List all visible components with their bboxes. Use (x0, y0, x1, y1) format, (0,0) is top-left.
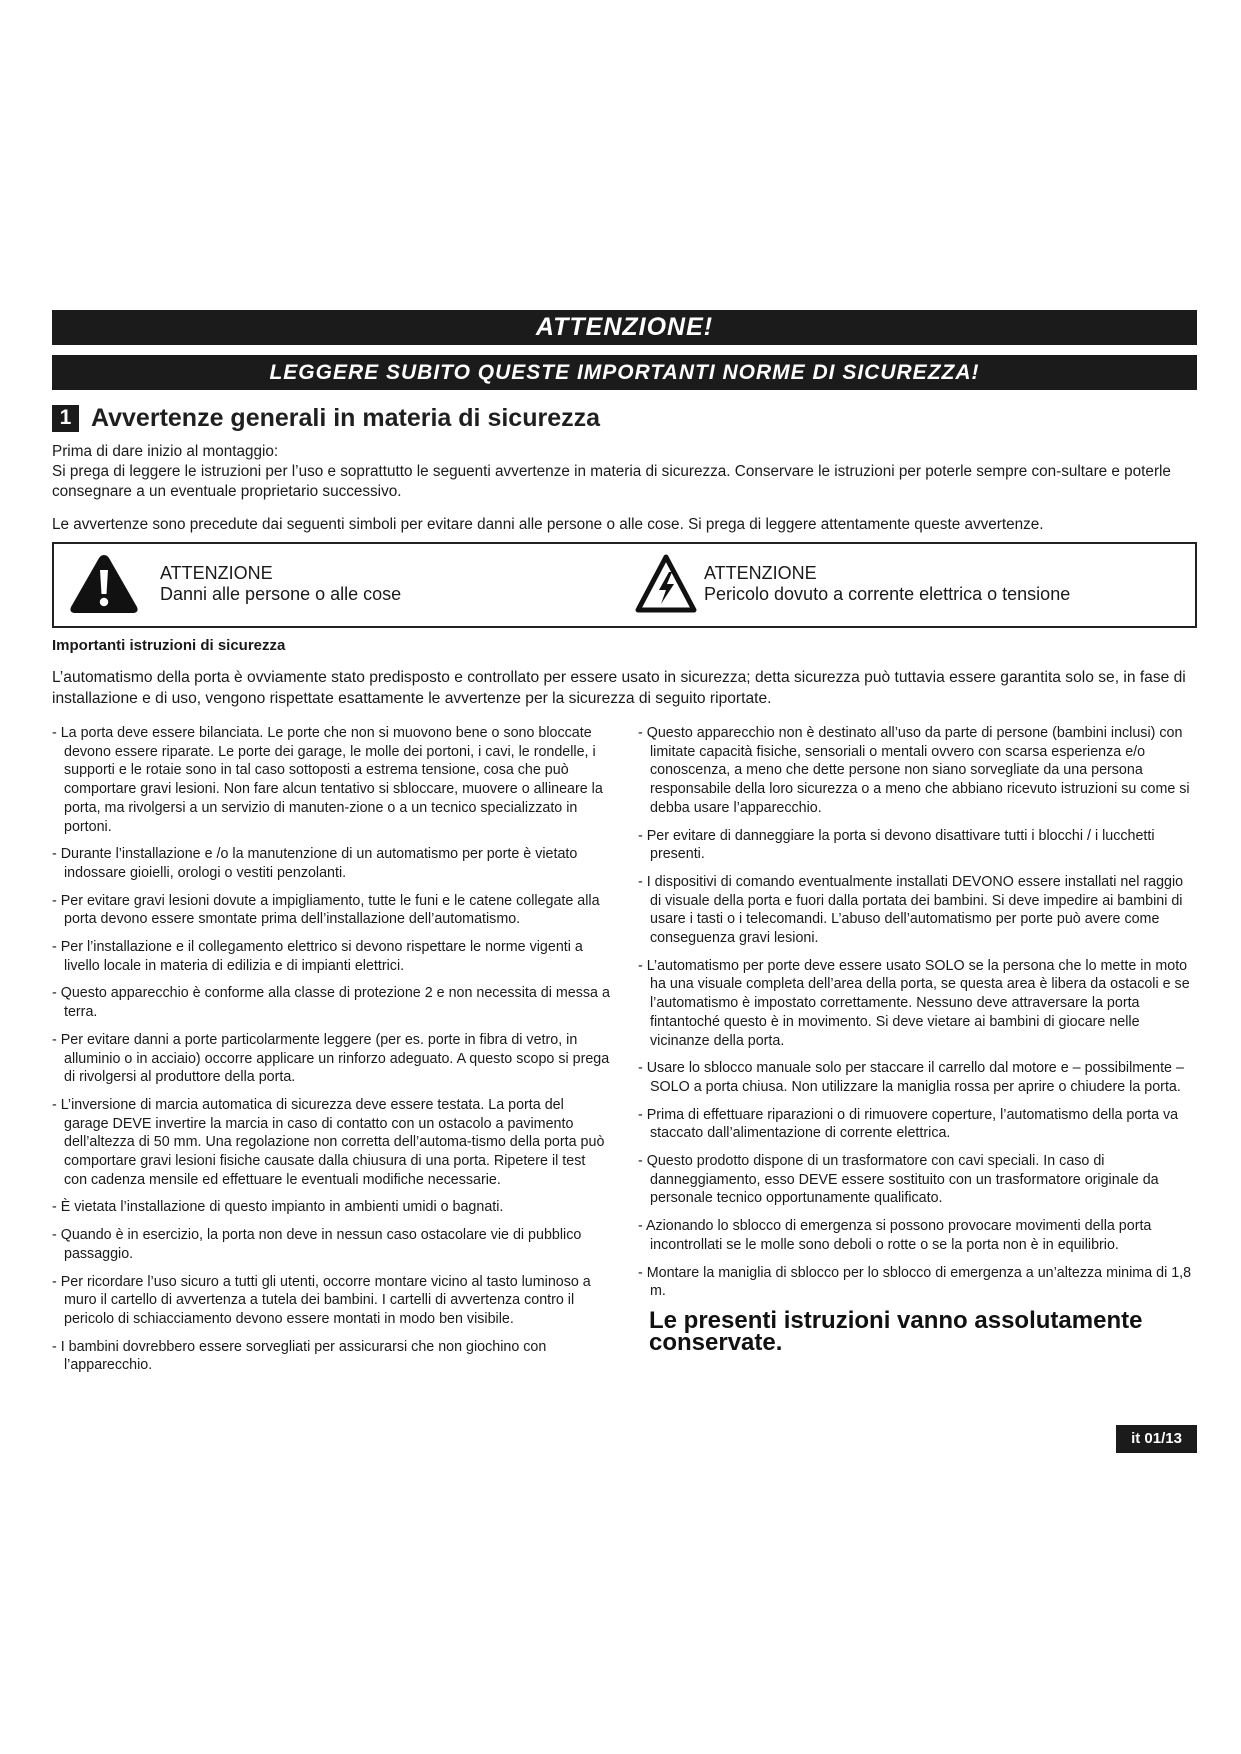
list-item: - Montare la maniglia di sblocco per lo sblocco di emergenza a un’altezza minima di 1,8 m. (638, 1264, 1192, 1300)
list-item: - Azionando lo sblocco di emergenza si possono provocare movimenti della porta incontrollati se le molle sono deboli o rotte o se la porta non è in equilibrio. (638, 1218, 1152, 1253)
section-title: Avvertenze generali in materia di sicurezza (91, 403, 601, 432)
list-item: - Durante l’installazione e /o la manutenzione di un automatismo per porte è vietato indossare gioielli, orologi o vestiti penzolanti. (52, 846, 578, 881)
page-number-badge: it 01/13 (1116, 1425, 1197, 1453)
list-item: - I bambini dovrebbero essere sorvegliati per assicurarsi che non giochino con l’apparecchio. (52, 1338, 547, 1374)
symbol-1-text: Danni alle persone o alle cose (160, 584, 402, 604)
left-column (52, 724, 612, 1384)
intro-paragraph: Si prega di leggere le istruzioni per l’uso e soprattutto le seguenti avvertenze in materia di sicurezza. Conservare le istruzioni per poterle sempre con-sultare e poterle consegnare a un eventuale proprietario successivo. (52, 463, 1171, 500)
list-item: - Questo apparecchio è conforme alla classe di protezione 2 e non necessita di messa a terra. (52, 985, 610, 1021)
symbol-electric-warning (634, 552, 1070, 616)
list-item: - Per ricordare l’uso sicuro a tutti gli utenti, occorre montare vicino al tasto luminoso a muro il cartello di avvertenza a tutela dei bambini. I cartelli di avvertenza contro il pericolo di schiacciamento devono essere montati in modo ben visibile. (52, 1273, 591, 1327)
intro-line-1: Prima di dare inizio al montaggio: (52, 443, 279, 460)
section-number: 1 (52, 405, 79, 432)
warning-exclamation-icon (68, 552, 140, 616)
list-item: - È vietata l’installazione di questo impianto in ambienti umidi o bagnati. (52, 1199, 504, 1216)
safety-rules-banner: LEGGERE SUBITO QUESTE IMPORTANTI NORME DI SICUREZZA! (52, 355, 1197, 390)
symbols-note: Le avvertenze sono precedute dai seguenti simboli per evitare danni alle persone o alle cose. Si prega di leggere attentamente queste avvertenze. (52, 516, 1044, 533)
important-heading: Importanti istruzioni di sicurezza (52, 637, 286, 654)
right-column (638, 724, 1198, 1354)
list-item: - La porta deve essere bilanciata. Le porte che non si muovono bene o sono bloccate devono essere riparate. Le porte dei garage, le molle dei portoni, i cavi, le rondelle, i supporti e le rotaie sono in tal caso sottoposti a estrema tensione, cosa che può comportare gravi lesioni. Non fare alcun tentativo si sbloccare, muovere o allineare la porta, ma rivolgersi a un servizio di manuten-zione o a un tecnico specializzato in portoni. (52, 725, 603, 835)
important-text: L’automatismo della porta è ovviamente stato predisposto e controllato per essere usato in sicurezza; detta sicurezza può tuttavia essere garantita solo se, in fase di installazione e di uso, vengono rispettate esattamente le avvertenze per la sicurezza di seguito riportate. (52, 669, 1186, 707)
list-item: - I dispositivi di comando eventualmente installati DEVONO essere installati nel raggio di visuale della porta e fuori dalla portata dei bambini. Si deve impedire ai bambini di usare i tasti o i telecomandi. L’abuso dell’automatismo per porte può avere come conseguenza gravi lesioni. (638, 873, 1184, 947)
list-item: - Quando è in esercizio, la porta non deve in nessun caso ostacolare vie di pubblico passaggio. (52, 1227, 582, 1262)
list-item: - Questo prodotto dispone di un trasformatore con cavi speciali. In caso di danneggiamento, esso DEVE essere sostituito con un trasformatore originale da personale tecnico opportunamente qualificato. (638, 1153, 1159, 1207)
list-item: - Per evitare di danneggiare la porta si devono disattivare tutti i blocchi / i lucchetti presenti. (638, 827, 1155, 863)
list-item: - Usare lo sblocco manuale solo per staccare il carrello dal motore e – possibilmente – SOLO a porta chiusa. Non utilizzare la maniglia rossa per aprire o chiudere la porta. (638, 1060, 1184, 1095)
symbol-2-title: ATTENZIONE (704, 563, 817, 583)
list-item: - Questo apparecchio non è destinato all’uso da parte di persone (bambini inclusi) con limitate capacità fisiche, sensoriali o mentali ovvero con scarsa esperienza e/o conoscenza, a meno che dette persone non siano sorvegliate da una persona responsabile della loro sicurezza o a meno che abbiano ricevuto istruzioni su come si debba usare l’apparecchio. (638, 725, 1190, 816)
list-item: - Prima di effettuare riparazioni o di rimuovere coperture, l’automatismo della porta va staccato dall’alimentazione di corrente elettrica. (638, 1106, 1179, 1142)
section-heading (52, 402, 600, 434)
electric-hazard-icon (634, 552, 698, 616)
symbol-general-warning (68, 552, 401, 616)
list-item: - Per evitare gravi lesioni dovute a impigliamento, tutte le funi e le catene collegate alla porta devono essere smontate prima dell’installazione dell’automatismo. (52, 892, 600, 928)
list-item: - L’inversione di marcia automatica di sicurezza deve essere testata. La porta del garage DEVE invertire la marcia in caso di contatto con un ostacolo a pavimento dell’altezza di 50 mm. Una regolazione non corretta dell’automa-tismo della porta può comportare gravi lesioni fisiche causate dalla chiusura di una porta. Ripetere il test con cadenza mensile ed effettuare le eventuali modifiche necessarie. (52, 1096, 605, 1188)
list-item: - Per l’installazione e il collegamento elettrico si devono rispettare le norme vigenti a livello locale in materia di edilizia e di impianti elettrici. (52, 939, 583, 974)
symbols-legend-box (52, 542, 1197, 628)
symbol-1-title: ATTENZIONE (160, 563, 273, 583)
symbol-2-text: Pericolo dovuto a corrente elettrica o tensione (704, 584, 1071, 604)
list-item: - Per evitare danni a porte particolarmente leggere (per es. porte in fibra di vetro, in alluminio o in acciaio) occorre applicare un rinforzo adeguato. A questo scopo si prega di rivolgersi al produttore della porta. (52, 1031, 610, 1086)
attention-banner: ATTENZIONE! (52, 310, 1197, 345)
list-item: - L’automatismo per porte deve essere usato SOLO se la persona che lo mette in moto ha una visuale completa dell’area della porta, se questa area è libera da ostacoli e se l’automatismo è impostato correttamente. Nessuno deve attraversare la porta fintantoché questo è in movimento. Si deve vietare ai bambini di giocare nelle vicinanze della porta. (638, 957, 1190, 1049)
closing-statement: Le presenti istruzioni vanno assolutamente conservate. (649, 1306, 1143, 1356)
